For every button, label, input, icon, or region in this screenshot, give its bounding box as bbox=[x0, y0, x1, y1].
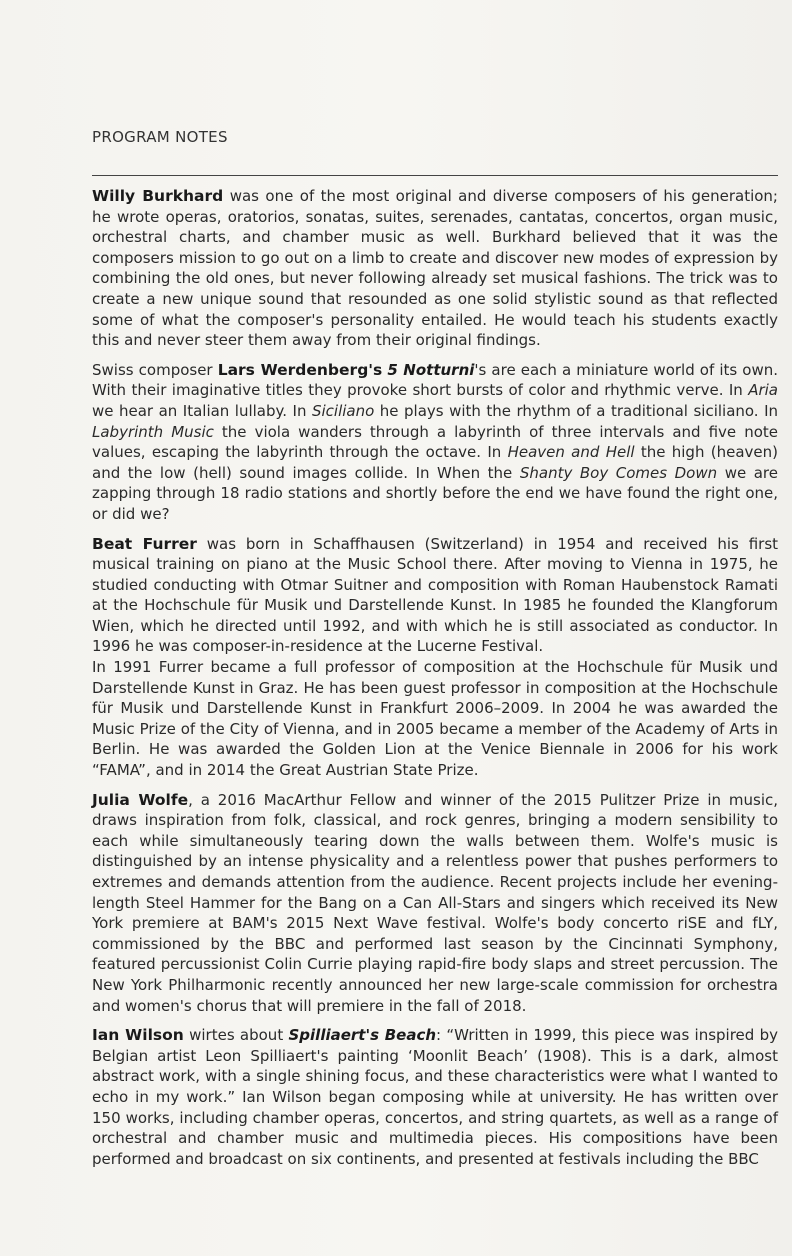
composer-name-burkhard: Willy Burkhard bbox=[92, 187, 224, 205]
paragraph-text: he plays with the rhythm of a traditional siciliano. In bbox=[374, 401, 779, 420]
paragraph-text: , a 2016 MacArthur Fellow and winner of the 2015 Pulitzer Prize in music, draws inspiration from folk, classical, and rock genres, bringing a modern sensibility to each while simultaneously tearing down the walls between them. Wolfe's music is distinguished by an intense physicality and a relentless power that pushes performers to extremes and demands attention from the audience. Recent projects include her evening-length Steel Hammer for the Bang on a Can All-Stars and singers which received its New York premiere at BAM's 2015 Next Wave festival. Wolfe's body concerto riSE and fLY, commissioned by the BBC and performed last season by the Cincinnati Symphony, featured percussionist Colin Currie playing rapid-fire body slaps and street percussion. The New York Philharmonic recently announced her new large-scale commission for orchestra and women's chorus that will premiere in the fall of 2018. bbox=[92, 790, 778, 1015]
composer-name-furrer: Beat Furrer bbox=[92, 534, 197, 553]
composer-name-wolfe: Julia Wolfe bbox=[92, 790, 189, 809]
paragraph-text: : “Written in 1999, this piece was inspired by Belgian artist Leon Spilliaert's painting ‘Moonlit Beach’ (1908). This is a dark, almost abstract work, with a single shining focus, and these characteristics were what I wanted to echo in my work.” Ian Wilson began composing while at university. He has written over 150 works, including chamber operas, concertos, and string quartets, as well as a range of orchestral and chamber music and multimedia pieces. His compositions have been performed and broadcast on six continents, and presented at festivals including the BBC bbox=[92, 1026, 778, 1168]
composer-name-werdenberg: Lars Werdenberg's bbox=[217, 360, 383, 379]
movement-title-siciliano: Siciliano bbox=[311, 401, 375, 420]
movement-title-shanty-boy: Shanty Boy Comes Down bbox=[519, 463, 718, 482]
page-title: PROGRAM NOTES bbox=[92, 128, 228, 146]
paragraph-text: we are zapping through 18 radio stations and shortly before the end we have found the right one, or did we? bbox=[92, 463, 778, 523]
paragraph-text: Swiss composer bbox=[92, 360, 218, 379]
program-notes-body bbox=[92, 186, 778, 1178]
paragraph-werdenberg bbox=[92, 360, 778, 525]
paragraph-wolfe bbox=[92, 790, 778, 1017]
paragraph-text: we hear an Italian lullaby. In bbox=[92, 401, 312, 420]
paragraph-text: 's are each a miniature world of its own. With their imaginative titles they provoke short bursts of color and rhythmic verve. In bbox=[92, 360, 778, 400]
movement-title-heaven-hell: Heaven and Hell bbox=[507, 443, 635, 462]
header-rule bbox=[92, 175, 778, 176]
paragraph-furrer-continued bbox=[92, 657, 778, 781]
paragraph-furrer bbox=[92, 534, 778, 658]
paragraph-text: wirtes about bbox=[183, 1026, 289, 1045]
movement-title-aria: Aria bbox=[748, 381, 778, 400]
paragraph-text: the high (heaven) and the low (hell) sound images collide. In When the bbox=[92, 443, 778, 482]
composer-name-wilson: Ian Wilson bbox=[92, 1026, 184, 1045]
paragraph-text: In 1991 Furrer became a full professor of composition at the Hochschule für Musik und Darstellende Kunst in Graz. He has been guest professor in composition at the Hochschule für Musik und Darstellende Kunst in Frankfurt 2006–2009. In 2004 he was awarded the Music Prize of the City of Vienna, and in 2005 became a member of the Academy of Arts in Berlin. He was awarded the Golden Lion at the Venice Biennale in 2006 for his work “FAMA”, and in 2014 the Great Austrian State Prize. bbox=[92, 658, 778, 780]
work-title-notturni: 5 Notturni bbox=[387, 360, 475, 379]
paragraph-text: was one of the most original and diverse composers of his generation; he wrote operas, oratorios, sonatas, suites, serenades, cantatas, concertos, organ music, orchestral charts, and chamber music as well. Burkhard believed that it was the composers mission to go out on a limb to create and discover new modes of expression by combining the old ones, but never following already set musical fashions. The trick was to create a new unique sound that resounded as one solid stylistic sound as that reflected some of what the composer's personality entailed. He would teach his students exactly this and never steer them away from their original findings. bbox=[92, 187, 778, 350]
paragraph-text: the viola wanders through a labyrinth of three intervals and five note values, escaping the labyrinth through the octave. In bbox=[92, 422, 778, 462]
movement-title-labyrinth: Labyrinth Music bbox=[92, 422, 214, 441]
paragraph-wilson bbox=[92, 1025, 778, 1169]
paragraph-text: was born in Schaffhausen (Switzerland) in 1954 and received his first musical training on piano at the Music School there. After moving to Vienna in 1975, he studied conducting with Otmar Suitner and composition with Roman Haubenstock Ramati at the Hochschule für Musik und Darstellende Kunst. In 1985 he founded the Klangforum Wien, which he directed until 1992, and with which he is still associated as conductor. In 1996 he was composer-in-residence at the Lucerne Festival. bbox=[92, 534, 779, 656]
work-title-spilliaert: Spilliaert's Beach bbox=[288, 1026, 437, 1045]
paragraph-burkhard bbox=[92, 186, 778, 351]
